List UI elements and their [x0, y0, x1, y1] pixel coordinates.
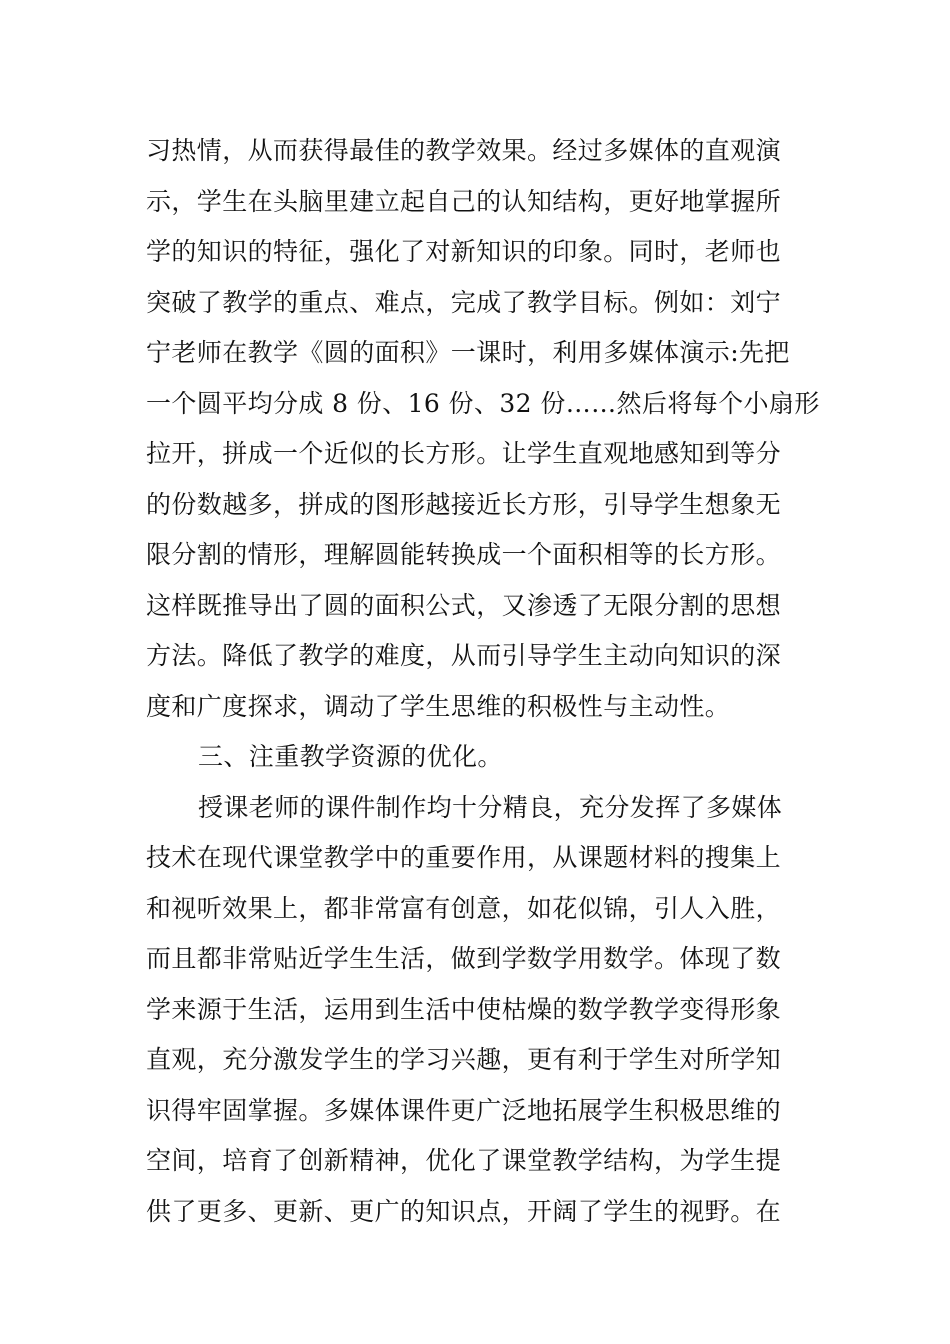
text-line: 宁老师在教学《圆的面积》一课时，利用多媒体演示:先把: [146, 338, 790, 367]
text-line: 技术在现代课堂教学中的重要作用，从课题材料的搜集上: [146, 843, 782, 872]
text-line: 识得牢固掌握。多媒体课件更广泛地拓展学生积极思维的: [146, 1095, 782, 1125]
text-line: 的份数越多，拼成的图形越接近长方形，引导学生想象无: [146, 489, 782, 519]
text-line: 这样既推导出了圆的面积公式，又渗透了无限分割的思想: [146, 590, 782, 620]
section-heading: 三、注重教学资源的优化。: [198, 742, 503, 771]
text-line: 和视听效果上，都非常富有创意，如花似锦，引人入胜，: [146, 893, 782, 923]
text-line: 直观，充分激发学生的学习兴趣，更有利于学生对所学知: [146, 1045, 782, 1074]
text-line: 授课老师的课件制作均十分精良，充分发挥了多媒体: [198, 792, 783, 822]
text-line: 拉开，拼成一个近似的长方形。让学生直观地感知到等分: [146, 439, 782, 468]
text-line: 度和广度探求，调动了学生思维的积极性与主动性。: [146, 691, 731, 721]
body-text: [146, 126, 820, 1237]
text-line: 方法。降低了教学的难度，从而引导学生主动向知识的深: [146, 641, 782, 670]
text-line: 限分割的情形，理解圆能转换成一个面积相等的长方形。: [146, 540, 782, 569]
text-line: 突破了教学的重点、难点，完成了教学目标。例如：刘宁: [146, 287, 782, 317]
text-line: 习热情，从而获得最佳的教学效果。经过多媒体的直观演: [146, 136, 782, 165]
text-line: 而且都非常贴近学生生活，做到学数学用数学。体现了数: [146, 944, 782, 973]
text-line: 一个圆平均分成 8 份、16 份、32 份……然后将每个小扇形: [146, 388, 820, 418]
text-line: 供了更多、更新、更广的知识点，开阔了学生的视野。在: [146, 1196, 782, 1226]
text-line: 学的知识的特征，强化了对新知识的印象。同时，老师也: [146, 237, 782, 266]
text-line: 示，学生在头脑里建立起自己的认知结构，更好地掌握所: [146, 186, 782, 216]
text-line: 空间，培育了创新精神，优化了课堂教学结构，为学生提: [146, 1146, 782, 1175]
text-line: 学来源于生活，运用到生活中使枯燥的数学教学变得形象: [146, 994, 782, 1024]
